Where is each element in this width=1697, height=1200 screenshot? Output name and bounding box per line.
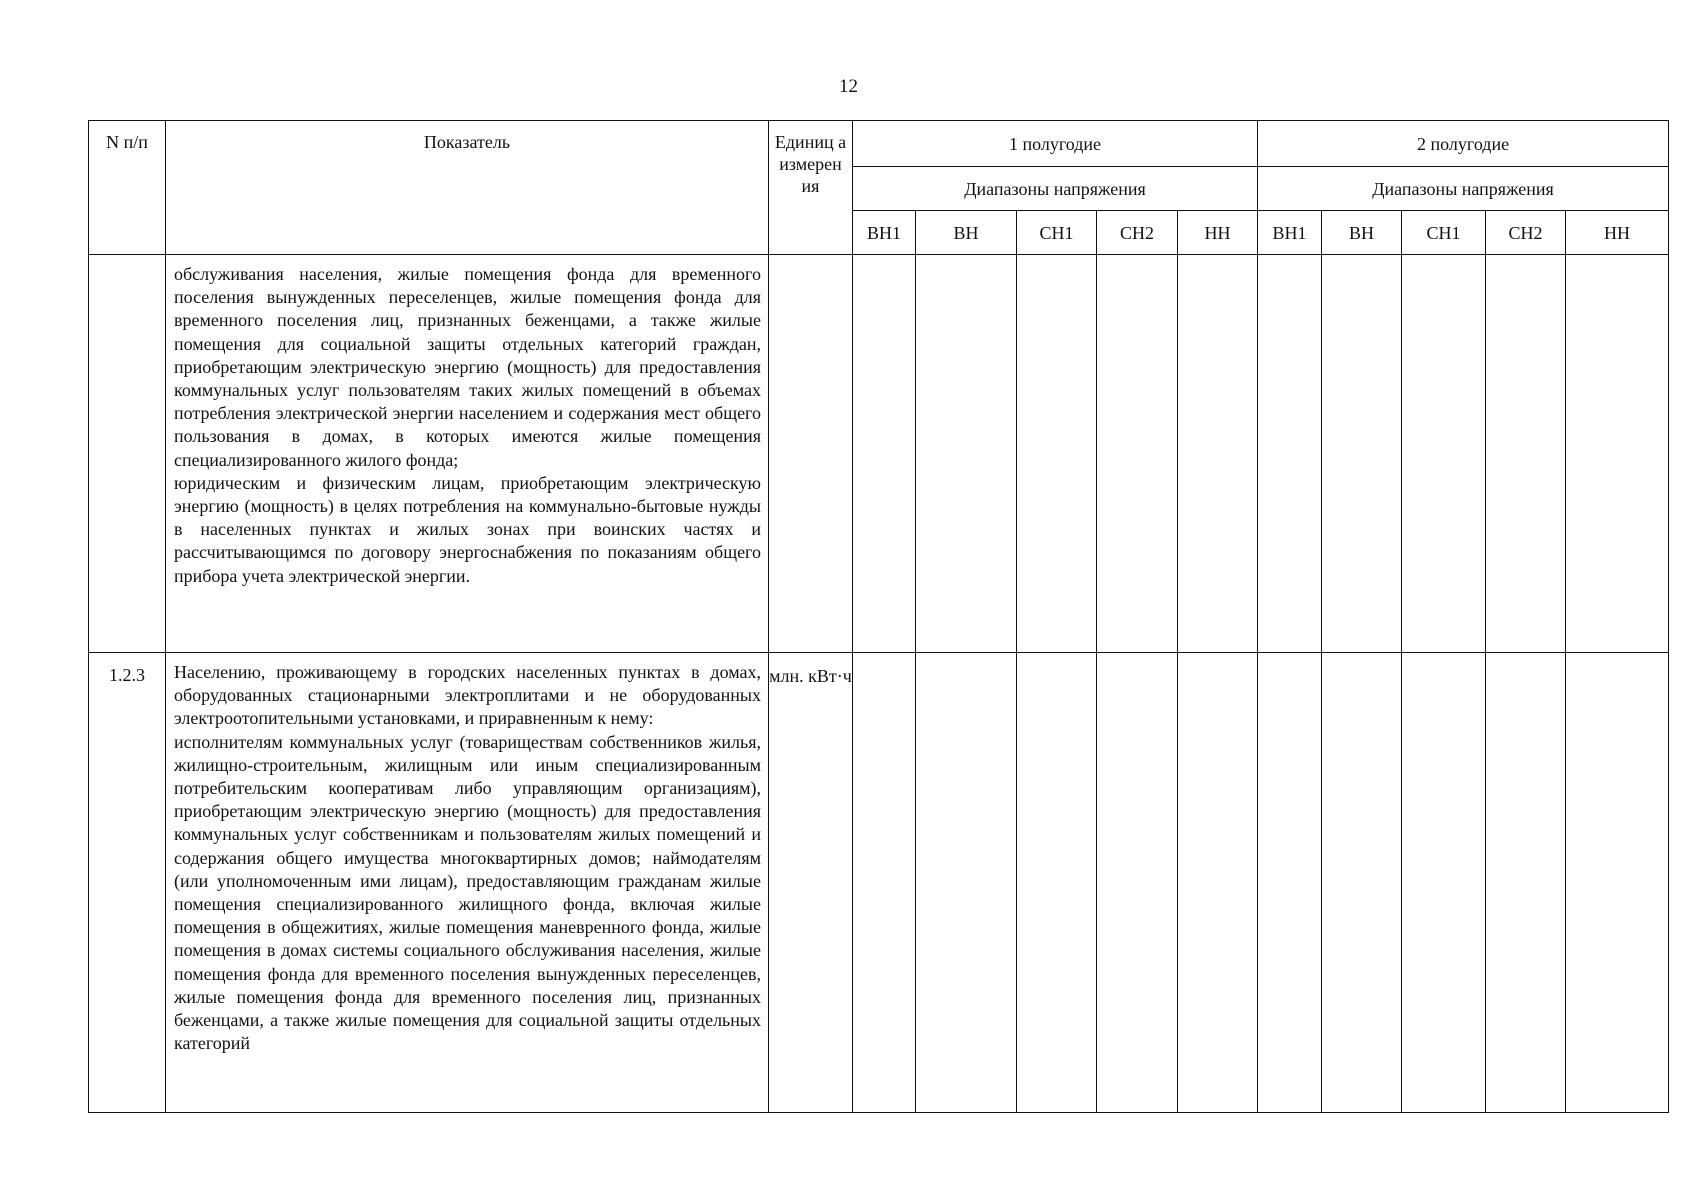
header-sub-2-sn2: СН2 — [1486, 211, 1566, 255]
header-sub-1-nn: НН — [1178, 211, 1258, 255]
value-cell — [1402, 255, 1486, 653]
value-cell — [1486, 653, 1566, 1113]
header-sub-2-vn1: ВН1 — [1258, 211, 1322, 255]
header-sub-2-sn1: СН1 — [1402, 211, 1486, 255]
header-unit: Единиц а измерен ия — [769, 121, 853, 255]
value-cell — [1178, 255, 1258, 653]
value-cell — [1566, 653, 1669, 1113]
row-number — [89, 255, 166, 653]
value-cell — [853, 653, 916, 1113]
row-paragraph: юридическим и физическим лицам, приобретающим электрическую энергию (мощность) в целях потребления на коммунально-бытовые нужды в населенных пунктах и жилых зонах при воинских частях и рассчитывающимся по договору энергоснабжения по показаниям общего прибора учета электрической энергии. — [174, 472, 761, 586]
tariff-table — [88, 120, 1669, 1113]
value-cell — [1097, 255, 1178, 653]
row-paragraph: Населению, проживающему в городских населенных пунктах в домах, оборудованных стационарными электроплитами и не оборудованных электроотопительными установками, и приравненным к нему: — [174, 662, 761, 729]
value-cell — [1566, 255, 1669, 653]
header-sub-1-sn1: СН1 — [1017, 211, 1097, 255]
row-number: 1.2.3 — [89, 653, 166, 1113]
table-row — [89, 255, 1669, 653]
header-num: N п/п — [89, 121, 166, 255]
header-sub-1-sn2: СН2 — [1097, 211, 1178, 255]
value-cell — [1322, 255, 1402, 653]
header-voltage-ranges-2: Диапазоны напряжения — [1258, 167, 1669, 211]
header-half-2: 2 полугодие — [1258, 121, 1669, 167]
value-cell — [1402, 653, 1486, 1113]
table-row — [89, 653, 1669, 1113]
header-sub-2-nn: НН — [1566, 211, 1669, 255]
header-indicator: Показатель — [166, 121, 769, 255]
value-cell — [1097, 653, 1178, 1113]
header-sub-1-vn: ВН — [916, 211, 1017, 255]
value-cell — [1258, 653, 1322, 1113]
value-cell — [1017, 653, 1097, 1113]
row-unit: млн. кВт·ч — [769, 653, 853, 1113]
value-cell — [1017, 255, 1097, 653]
row-paragraph: исполнителям коммунальных услуг (товариществам собственников жилья, жилищно-строительным, жилищным или иным специализированным потребительским кооперативам либо управляющим организациям), приобретающим электрическую энергию (мощность) для предоставления коммунальных услуг собственникам и пользователям жилых помещений и содержания общего имущества многоквартирных домов; наймодателям (или уполномоченным ими лицам), предоставляющим гражданам жилые помещения специализированного жилищного фонда, включая жилые помещения в общежитиях, жилые помещения маневренного фонда, жилые помещения в домах системы социального обслуживания населения, жилые помещения фонда для временного поселения вынужденных переселенцев, жилые помещения фонда для временного поселения лиц, признанных беженцами, а также жилые помещения для социальной защиты отдельных категорий — [174, 731, 761, 1054]
value-cell — [1322, 653, 1402, 1113]
value-cell — [916, 255, 1017, 653]
header-half-1: 1 полугодие — [853, 121, 1258, 167]
header-sub-1-vn1: ВН1 — [853, 211, 916, 255]
page-number: 12 — [839, 76, 858, 97]
header-voltage-ranges-1: Диапазоны напряжения — [853, 167, 1258, 211]
row-paragraph: обслуживания населения, жилые помещения фонда для временного поселения вынужденных переселенцев, жилые помещения фонда для временного поселения лиц, признанных беженцами, а также жилые помещения для социальной защиты отдельных категорий граждан, приобретающим электрическую энергию (мощность) для предоставления коммунальных услуг пользователям таких жилых помещений в объемах потребления электрической энергии населением и содержания мест общего пользования в домах, в которых имеются жилые помещения специализированного жилого фонда; — [174, 264, 761, 470]
row-indicator-text — [166, 653, 769, 1113]
value-cell — [1486, 255, 1566, 653]
row-unit — [769, 255, 853, 653]
value-cell — [916, 653, 1017, 1113]
value-cell — [1178, 653, 1258, 1113]
header-sub-2-vn: ВН — [1322, 211, 1402, 255]
value-cell — [853, 255, 916, 653]
value-cell — [1258, 255, 1322, 653]
row-indicator-text — [166, 255, 769, 653]
